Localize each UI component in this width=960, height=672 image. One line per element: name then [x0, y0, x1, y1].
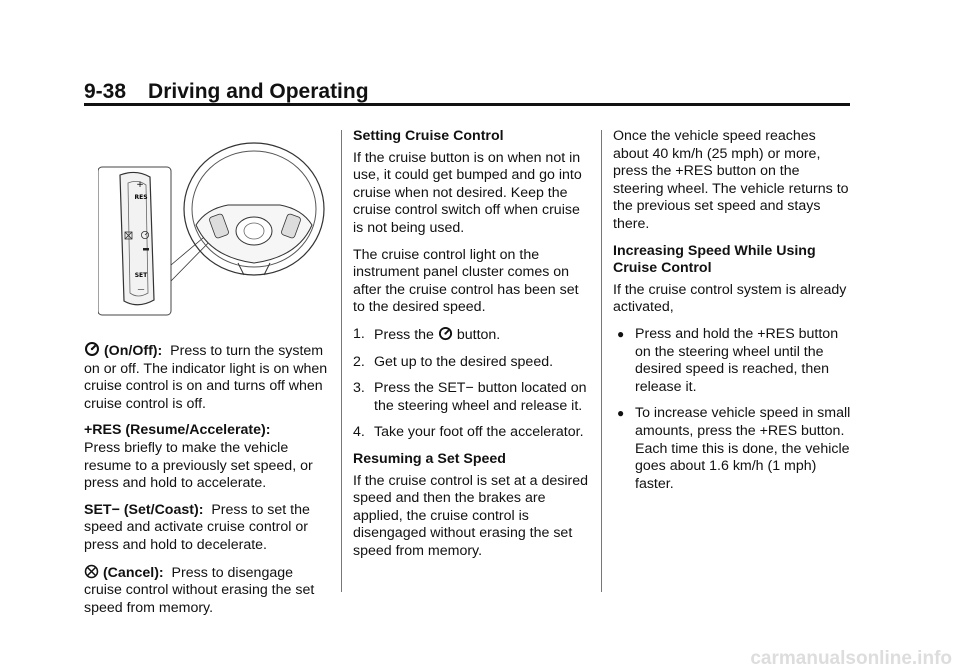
set-label: SET− (Set/Coast): [84, 501, 204, 518]
column-divider-2 [601, 130, 602, 592]
step-item: 4. Take your foot off the accelerator. [353, 424, 584, 441]
on-off-text: Press to turn the system on or off. The indicator light is on when cruise control is on and turns off when cruise control is off. [84, 343, 328, 412]
column-divider-1 [341, 130, 342, 592]
step-item: 2. Get up to the desired speed. [353, 353, 554, 370]
setting-steps [353, 326, 593, 442]
res-paragraph [84, 422, 332, 492]
section-title: Driving and Operating [148, 80, 369, 103]
step-item: 1. Press the button. [353, 325, 501, 343]
watermark: carmanualsonline.info [750, 648, 952, 669]
plus-label: + [136, 180, 144, 190]
set-text: Press to set the speed and activate cruise control or press and hold to decelerate. [84, 501, 310, 553]
step-item: 3. Press the SET− button located on the steering wheel and release it. [353, 380, 587, 414]
heading-increasing: Increasing Speed While Using Cruise Control [613, 242, 816, 277]
heading-setting-cruise: Setting Cruise Control [353, 128, 504, 144]
minus-label: — [137, 285, 145, 293]
col3-para-2: If the cruise control system is already activated, [613, 281, 847, 316]
steering-wheel-figure [98, 135, 328, 320]
col3-para-1: Once the vehicle speed reaches about 40 km/h (25 mph) or more, press the +RES button on the steering wheel. The vehicle returns to the previous set speed and stays there. [613, 128, 849, 232]
list-item: ● To increase vehicle speed in small amounts, press the +RES button. Each time this is done, the vehicle goes about 1.6 km/h (1 mph) faster. [617, 405, 851, 492]
col2-para-2: The cruise control light on the instrument panel cluster comes on after the cruise control has been set to the desired speed. [353, 246, 579, 316]
res-label: +RES (Resume/Accelerate): [84, 422, 271, 439]
cancel-text: Press to disengage cruise control without erasing the set speed from memory. [84, 564, 315, 616]
cruise-on-off-icon [438, 326, 453, 341]
page-header [84, 80, 369, 104]
list-item: ● Press and hold the +RES button on the steering wheel until the desired speed is reached, then release it. [617, 325, 839, 395]
column-3 [613, 128, 853, 502]
page-number: 9-38 [84, 80, 127, 103]
cruise-on-off-icon [84, 341, 100, 357]
column-2 [353, 128, 593, 569]
col2-para-3: If the cruise control is set at a desired speed and then the brakes are applied, the cruise control is disengaged without erasing the set speed from memory. [353, 472, 588, 559]
column-1 [84, 341, 332, 626]
cancel-label: (Cancel): [102, 564, 164, 581]
cancel-paragraph [84, 564, 332, 618]
res-text: Press briefly to make the vehicle resume to a previously set speed, or press and hold to accelerate. [84, 439, 313, 492]
on-off-paragraph [84, 341, 332, 413]
cancel-icon [84, 564, 99, 579]
header-rule [84, 103, 850, 106]
set-paragraph [84, 502, 332, 555]
set-label: SET [134, 272, 148, 279]
res-label: RES [134, 194, 148, 201]
increasing-bullets [613, 326, 853, 493]
heading-resuming: Resuming a Set Speed [353, 450, 506, 467]
col2-para-1: If the cruise button is on when not in use, it could get bumped and go into cruise when not desired. Keep the cruise control switch off when cruise is not being used. [353, 149, 582, 236]
on-off-label: (On/Off): [103, 343, 163, 359]
